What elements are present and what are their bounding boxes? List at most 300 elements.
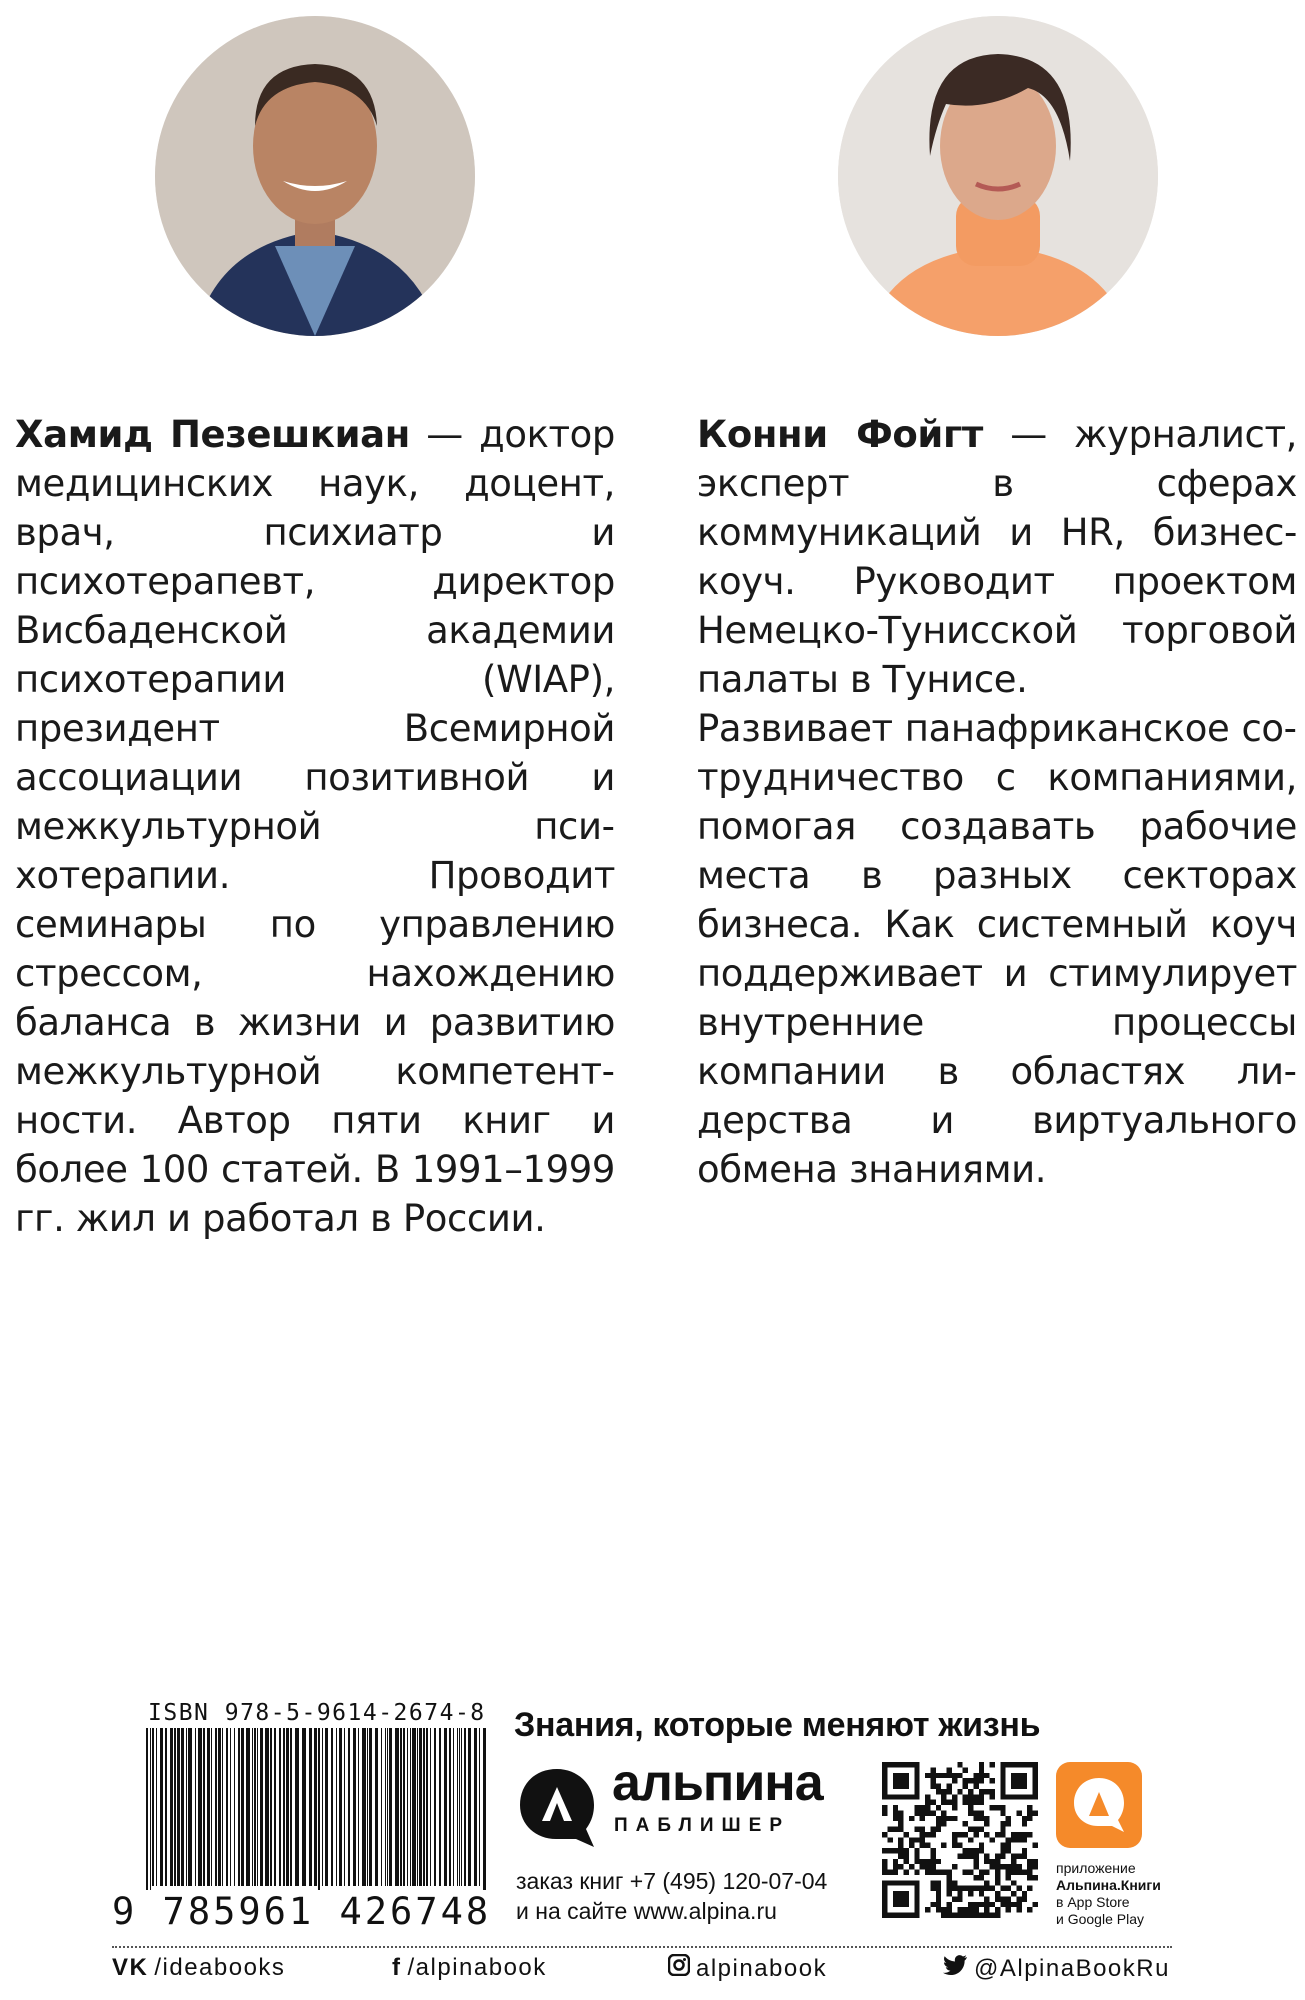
qr-module <box>1027 1870 1032 1875</box>
qr-module <box>984 1896 989 1901</box>
qr-module <box>947 1891 952 1896</box>
qr-module <box>952 1800 957 1805</box>
qr-module <box>904 1880 909 1885</box>
qr-module <box>1016 1778 1021 1783</box>
barcode-bar <box>150 1728 151 1898</box>
qr-module <box>925 1800 930 1805</box>
qr-module <box>1022 1794 1027 1799</box>
qr-module <box>1000 1794 1005 1799</box>
qr-module <box>947 1816 952 1821</box>
qr-module <box>1006 1794 1011 1799</box>
qr-module <box>898 1837 903 1842</box>
qr-module <box>1016 1784 1021 1789</box>
social-vk[interactable] <box>112 1954 285 1982</box>
qr-module <box>1027 1810 1032 1815</box>
qr-module <box>914 1810 919 1815</box>
barcode-bar <box>367 1728 368 1886</box>
qr-module <box>941 1810 946 1815</box>
qr-module <box>893 1880 898 1885</box>
qr-module <box>1027 1794 1032 1799</box>
qr-module <box>973 1913 978 1918</box>
qr-module <box>925 1907 930 1912</box>
barcode-bar <box>260 1728 263 1886</box>
qr-module <box>1011 1794 1016 1799</box>
barcode-bar <box>188 1728 192 1886</box>
qr-module <box>979 1875 984 1880</box>
author-bio-pezeshkian <box>15 410 615 1243</box>
qr-module <box>990 1837 995 1842</box>
qr-module <box>1006 1821 1011 1826</box>
qr-module <box>1006 1886 1011 1891</box>
qr-module <box>979 1848 984 1853</box>
divider <box>112 1946 1172 1948</box>
qr-module <box>968 1827 973 1832</box>
social-instagram[interactable] <box>668 1954 827 1983</box>
qr-module <box>1027 1805 1032 1810</box>
qr-module <box>990 1864 995 1869</box>
qr-module <box>995 1859 1000 1864</box>
barcode-bar <box>207 1728 210 1886</box>
barcode-bar <box>410 1728 411 1886</box>
qr-module <box>930 1800 935 1805</box>
qr-module <box>920 1805 925 1810</box>
qr-module <box>984 1816 989 1821</box>
qr-module <box>1006 1762 1011 1767</box>
barcode-bar <box>318 1728 320 1898</box>
barcode-bar <box>254 1728 256 1886</box>
qr-module <box>904 1870 909 1875</box>
qr-module <box>887 1848 892 1853</box>
barcode-bar <box>302 1728 306 1886</box>
barcode-bar <box>156 1728 157 1886</box>
qr-module <box>1016 1907 1021 1912</box>
qr-module <box>979 1762 984 1767</box>
social-facebook-handle: /alpinabook <box>407 1954 547 1981</box>
qr-module <box>898 1843 903 1848</box>
qr-module <box>898 1827 903 1832</box>
qr-module <box>930 1859 935 1864</box>
barcode-bar <box>252 1728 253 1886</box>
qr-module <box>1033 1810 1038 1815</box>
qr-module <box>909 1816 914 1821</box>
qr-module <box>1000 1773 1005 1778</box>
barcode-bar <box>387 1728 388 1886</box>
qr-module <box>952 1837 957 1842</box>
qr-module <box>1016 1837 1021 1842</box>
qr-module <box>936 1870 941 1875</box>
qr-module <box>1006 1837 1011 1842</box>
social-twitter[interactable] <box>942 1954 1170 1983</box>
qr-module <box>1022 1784 1027 1789</box>
qr-module <box>1011 1762 1016 1767</box>
qr-module <box>984 1886 989 1891</box>
qr-module <box>882 1789 887 1794</box>
qr-module <box>1022 1816 1027 1821</box>
barcode-bar <box>295 1728 299 1886</box>
qr-module <box>887 1794 892 1799</box>
qr-module <box>973 1859 978 1864</box>
qr-module <box>936 1880 941 1885</box>
qr-module <box>941 1913 946 1918</box>
qr-module <box>1011 1853 1016 1858</box>
qr-module <box>904 1853 909 1858</box>
qr-module <box>1016 1832 1021 1837</box>
qr-module <box>995 1880 1000 1885</box>
qr-module <box>973 1800 978 1805</box>
publisher-name: альпина <box>612 1754 823 1812</box>
qr-module <box>1006 1907 1011 1912</box>
qr-module <box>941 1843 946 1848</box>
qr-module <box>930 1773 935 1778</box>
barcode-bar <box>430 1728 431 1886</box>
qr-module <box>914 1870 919 1875</box>
qr-module <box>952 1816 957 1821</box>
qr-module <box>920 1816 925 1821</box>
qr-module <box>952 1913 957 1918</box>
qr-module <box>990 1859 995 1864</box>
qr-module <box>925 1859 930 1864</box>
qr-module <box>920 1859 925 1864</box>
qr-module <box>914 1859 919 1864</box>
qr-module <box>957 1907 962 1912</box>
qr-module <box>893 1848 898 1853</box>
social-instagram-handle: alpinabook <box>696 1954 828 1982</box>
qr-module <box>952 1880 957 1885</box>
qr-module <box>914 1805 919 1810</box>
qr-module <box>1000 1789 1005 1794</box>
qr-module <box>887 1880 892 1885</box>
qr-module <box>968 1778 973 1783</box>
qr-module <box>936 1902 941 1907</box>
qr-module <box>995 1853 1000 1858</box>
qr-module <box>1027 1886 1032 1891</box>
qr-module <box>1011 1902 1016 1907</box>
qr-module <box>1033 1778 1038 1783</box>
qr-module <box>973 1827 978 1832</box>
qr-module <box>1011 1891 1016 1896</box>
qr-module <box>1006 1864 1011 1869</box>
qr-module <box>979 1810 984 1815</box>
qr-module <box>957 1762 962 1767</box>
qr-module <box>995 1805 1000 1810</box>
qr-module <box>979 1767 984 1772</box>
qr-module <box>925 1794 930 1799</box>
qr-module <box>990 1794 995 1799</box>
barcode-bar <box>483 1728 486 1898</box>
qr-module <box>963 1778 968 1783</box>
publisher-subtitle: ПАБЛИШЕР <box>614 1815 790 1836</box>
qr-module <box>963 1821 968 1826</box>
qr-module <box>973 1902 978 1907</box>
qr-module <box>990 1913 995 1918</box>
barcode-bar <box>152 1728 154 1886</box>
qr-module <box>914 1880 919 1885</box>
app-promo-line: и Google Play <box>1056 1911 1144 1927</box>
qr-module <box>904 1794 909 1799</box>
qr-module <box>1016 1853 1021 1858</box>
qr-module <box>957 1891 962 1896</box>
qr-module <box>898 1794 903 1799</box>
barcode-bar <box>283 1728 285 1886</box>
qr-module <box>920 1837 925 1842</box>
barcode-bar <box>403 1728 405 1886</box>
qr-module <box>914 1853 919 1858</box>
qr-module <box>904 1913 909 1918</box>
qr-module <box>941 1794 946 1799</box>
qr-module <box>1033 1762 1038 1767</box>
qr-module <box>947 1886 952 1891</box>
qr-module <box>914 1794 919 1799</box>
qr-module <box>963 1870 968 1875</box>
qr-module <box>1006 1902 1011 1907</box>
qr-module <box>936 1891 941 1896</box>
order-phone: заказ книг +7 (495) 120-07-04 <box>516 1868 828 1894</box>
qr-module <box>882 1794 887 1799</box>
barcode-bar <box>286 1728 289 1886</box>
barcode-bar <box>181 1728 184 1886</box>
barcode-bar <box>339 1728 342 1886</box>
qr-module <box>920 1832 925 1837</box>
qr-module <box>893 1810 898 1815</box>
barcode-bar <box>186 1728 187 1886</box>
qr-module <box>1000 1784 1005 1789</box>
barcode-bar <box>439 1728 441 1886</box>
qr-module <box>893 1870 898 1875</box>
qr-module <box>995 1870 1000 1875</box>
qr-module <box>882 1778 887 1783</box>
qr-module <box>882 1784 887 1789</box>
qr-module <box>893 1859 898 1864</box>
qr-module <box>952 1773 957 1778</box>
qr-module <box>930 1767 935 1772</box>
barcode-bar <box>395 1728 399 1886</box>
barcode-bar <box>423 1728 425 1886</box>
qr-module <box>973 1794 978 1799</box>
qr-module <box>936 1789 941 1794</box>
qr-module <box>973 1848 978 1853</box>
qr-module <box>909 1880 914 1885</box>
qr-module <box>914 1902 919 1907</box>
author-bio-voigt <box>697 410 1297 1194</box>
qr-module <box>1000 1853 1005 1858</box>
barcode-bar <box>279 1728 281 1886</box>
qr-module <box>968 1800 973 1805</box>
author-bio-text: — доктор медицинских наук, доцент, врач, психиатр и психотерапевт, директор Висбаденской академии психотерапии (WIAP), президент Всемирной ассоциации позитивной и межкультурной психотерапии. Проводит семинары по управлению стрессом, нахождению баланса в жизни и развитию межкультурной компетентности. Автор пяти книг и более 100 статей. В 1991–1999 гг. жил и работал в России. <box>15 413 615 1240</box>
qr-module <box>973 1886 978 1891</box>
qr-module <box>952 1805 957 1810</box>
qr-module <box>882 1832 887 1837</box>
qr-module <box>936 1886 941 1891</box>
qr-module <box>904 1773 909 1778</box>
barcode-bar <box>222 1728 223 1886</box>
qr-module <box>914 1886 919 1891</box>
qr-module <box>984 1907 989 1912</box>
qr-module <box>947 1907 952 1912</box>
qr-module <box>995 1864 1000 1869</box>
qr-module <box>947 1767 952 1772</box>
qr-module <box>882 1870 887 1875</box>
qr-module <box>920 1810 925 1815</box>
qr-module <box>952 1832 957 1837</box>
qr-module <box>1011 1859 1016 1864</box>
qr-module <box>1016 1864 1021 1869</box>
qr-module <box>957 1886 962 1891</box>
qr-module <box>979 1902 984 1907</box>
barcode-bar <box>203 1728 205 1886</box>
qr-module <box>1033 1843 1038 1848</box>
qr-module <box>882 1810 887 1815</box>
qr-module <box>898 1891 903 1896</box>
barcode-bar <box>309 1728 312 1886</box>
qr-module <box>957 1843 962 1848</box>
qr-module <box>1006 1875 1011 1880</box>
qr-module <box>887 1762 892 1767</box>
barcode-bar <box>160 1728 163 1886</box>
qr-module <box>882 1907 887 1912</box>
qr-module <box>893 1827 898 1832</box>
author-bio-text-2: Развивает панафриканское сотрудничество с компаниями, помогая создавать рабочие места в разных секторах бизнеса. Как системный коуч поддерживает и стимулирует внутренние процессы компании в областях лидерства и виртуального обмена знаниями. <box>697 707 1297 1191</box>
qr-module <box>898 1762 903 1767</box>
qr-module <box>957 1773 962 1778</box>
qr-module <box>947 1880 952 1885</box>
qr-module <box>930 1902 935 1907</box>
qr-module <box>957 1789 962 1794</box>
qr-module <box>947 1913 952 1918</box>
qr-module <box>973 1875 978 1880</box>
qr-module <box>930 1827 935 1832</box>
qr-module <box>893 1891 898 1896</box>
barcode-bar <box>468 1728 471 1886</box>
qr-module <box>963 1794 968 1799</box>
qr-module <box>973 1816 978 1821</box>
qr-module <box>963 1848 968 1853</box>
barcode-bar <box>314 1728 317 1886</box>
qr-module <box>930 1853 935 1858</box>
qr-module <box>930 1870 935 1875</box>
qr-module <box>925 1810 930 1815</box>
barcode-bar <box>270 1728 272 1886</box>
qr-module <box>995 1891 1000 1896</box>
qr-module <box>947 1789 952 1794</box>
qr-module <box>984 1880 989 1885</box>
barcode-bar <box>369 1728 372 1886</box>
qr-module <box>898 1853 903 1858</box>
qr-module <box>952 1794 957 1799</box>
qr-module <box>1006 1870 1011 1875</box>
qr-module <box>882 1859 887 1864</box>
barcode-bar <box>226 1728 228 1886</box>
qr-module <box>893 1773 898 1778</box>
qr-module <box>963 1913 968 1918</box>
barcode-bar <box>336 1728 337 1886</box>
barcode-bar <box>362 1728 366 1886</box>
qr-module <box>904 1762 909 1767</box>
barcode-bar <box>444 1728 447 1886</box>
qr-module <box>1011 1832 1016 1837</box>
qr-module <box>936 1896 941 1901</box>
barcode-bar <box>385 1728 386 1886</box>
barcode-bar <box>195 1728 196 1886</box>
qr-module <box>1011 1778 1016 1783</box>
qr-module <box>963 1886 968 1891</box>
barcode-bar <box>177 1728 180 1886</box>
qr-module <box>887 1837 892 1842</box>
qr-module <box>893 1902 898 1907</box>
qr-module <box>936 1773 941 1778</box>
qr-module <box>979 1913 984 1918</box>
social-facebook[interactable] <box>392 1954 547 1982</box>
qr-module <box>925 1843 930 1848</box>
qr-module <box>1033 1773 1038 1778</box>
qr-module <box>914 1848 919 1853</box>
barcode-bar <box>265 1728 269 1886</box>
barcode-bar <box>165 1728 167 1886</box>
qr-module <box>979 1843 984 1848</box>
qr-module <box>968 1907 973 1912</box>
qr-module <box>930 1848 935 1853</box>
qr-module <box>968 1805 973 1810</box>
qr-module <box>1006 1816 1011 1821</box>
qr-module <box>995 1913 1000 1918</box>
qr-module <box>957 1853 962 1858</box>
qr-module <box>1000 1886 1005 1891</box>
qr-module <box>995 1832 1000 1837</box>
qr-module <box>973 1773 978 1778</box>
barcode-bar <box>426 1728 428 1886</box>
qr-module <box>1033 1859 1038 1864</box>
qr-module <box>979 1816 984 1821</box>
qr-module <box>1000 1762 1005 1767</box>
qr-module <box>1000 1896 1005 1901</box>
alpina-logo-icon <box>514 1763 600 1849</box>
qr-module <box>979 1827 984 1832</box>
qr-module <box>930 1832 935 1837</box>
qr-module <box>914 1778 919 1783</box>
qr-module <box>1000 1832 1005 1837</box>
qr-module <box>909 1794 914 1799</box>
author-photo-pezeshkian <box>155 16 475 336</box>
qr-module <box>882 1805 887 1810</box>
qr-module <box>930 1778 935 1783</box>
qr-module <box>979 1778 984 1783</box>
qr-module <box>1027 1816 1032 1821</box>
app-promo-line: в App Store <box>1056 1894 1130 1910</box>
qr-module <box>968 1870 973 1875</box>
qr-module <box>1027 1864 1032 1869</box>
qr-module <box>882 1762 887 1767</box>
qr-module <box>968 1891 973 1896</box>
alpina-books-app-icon <box>1056 1762 1142 1848</box>
qr-module <box>990 1789 995 1794</box>
qr-module <box>1033 1864 1038 1869</box>
qr-module <box>1011 1880 1016 1885</box>
qr-module <box>925 1864 930 1869</box>
qr-module <box>925 1773 930 1778</box>
qr-module <box>979 1794 984 1799</box>
qr-module <box>893 1816 898 1821</box>
qr-module <box>930 1864 935 1869</box>
author-name: Хамид Пезешкиан <box>15 413 410 456</box>
qr-module <box>1000 1848 1005 1853</box>
barcode-bar <box>238 1728 240 1886</box>
qr-module <box>1011 1864 1016 1869</box>
social-twitter-handle: @AlpinaBookRu <box>974 1954 1170 1982</box>
qr-module <box>1033 1902 1038 1907</box>
qr-module <box>898 1778 903 1783</box>
qr-module <box>1016 1794 1021 1799</box>
barcode-bar <box>274 1728 276 1886</box>
qr-module <box>887 1913 892 1918</box>
